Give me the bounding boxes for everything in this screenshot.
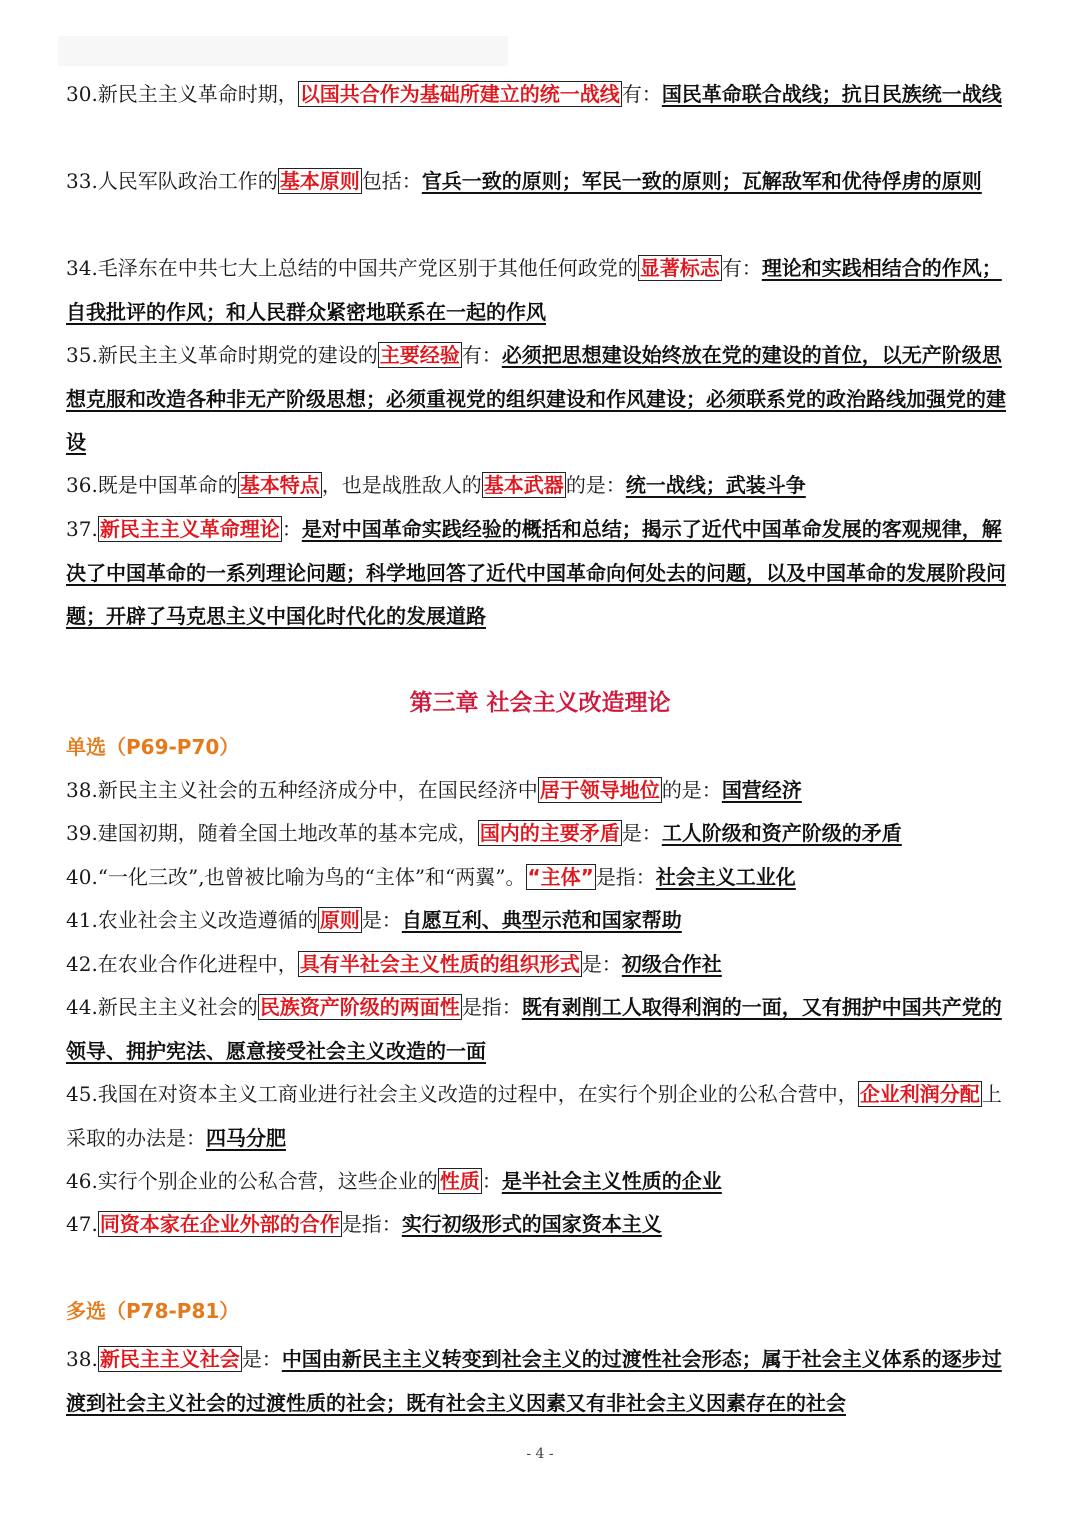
question-text: 是指： bbox=[461, 995, 522, 1019]
question-text: 是指： bbox=[595, 865, 656, 889]
question-text: 有： bbox=[621, 82, 662, 106]
question-text: 41.农业社会主义改造遵循的 bbox=[66, 908, 318, 932]
question-text: 47. bbox=[66, 1212, 98, 1236]
question-39 bbox=[66, 812, 1016, 856]
section-single-choice: 单选（P69-P70） bbox=[66, 735, 240, 759]
keyword-highlight: 原则 bbox=[319, 908, 360, 932]
answer-text: 中国由新民主主义转变到社会主义的过渡性社会形态；属于社会主义体系的逐步过渡到社会主义社会的过渡性质的社会；既有社会主义因素又有非社会主义因素存在的社会 bbox=[66, 1347, 1002, 1415]
question-text: 有： bbox=[461, 343, 502, 367]
answer-text: 实行初级形式的国家资本主义 bbox=[401, 1212, 662, 1236]
question-text: 36.既是中国革命的 bbox=[66, 473, 238, 497]
question-text: ： bbox=[481, 1169, 502, 1193]
answer-text: 社会主义工业化 bbox=[655, 865, 796, 889]
keyword-highlight: 主要经验 bbox=[379, 343, 460, 367]
keyword-highlight: 民族资产阶级的两面性 bbox=[259, 995, 460, 1019]
answer-text: 国营经济 bbox=[721, 778, 802, 802]
question-41 bbox=[66, 899, 1016, 943]
chapter-title: 第三章 社会主义改造理论 bbox=[409, 690, 671, 716]
answer-text: 自愿互利、典型示范和国家帮助 bbox=[401, 908, 682, 932]
keyword-highlight: “主体” bbox=[527, 865, 594, 889]
answer-text: 官兵一致的原则；军民一致的原则；瓦解敌军和优待俘虏的原则 bbox=[421, 169, 982, 193]
question-text: 34.毛泽东在中共七大上总结的中国共产党区别于其他任何政党的 bbox=[66, 256, 638, 280]
keyword-highlight: 基本原则 bbox=[279, 169, 360, 193]
question-text: 35.新民主主义革命时期党的建设的 bbox=[66, 343, 378, 367]
question-44 bbox=[66, 986, 1016, 1073]
question-text: 39.建国初期，随着全国土地改革的基本完成， bbox=[66, 821, 478, 845]
question-text: 44.新民主主义社会的 bbox=[66, 995, 258, 1019]
keyword-highlight: 基本特点 bbox=[239, 473, 320, 497]
question-text: 42.在农业合作化进程中， bbox=[66, 952, 298, 976]
keyword-highlight: 性质 bbox=[439, 1169, 480, 1193]
keyword-highlight: 企业利润分配 bbox=[859, 1082, 980, 1106]
section-multiple-choice: 多选（P78-P81） bbox=[66, 1299, 240, 1323]
question-text: 38. bbox=[66, 1347, 98, 1371]
keyword-highlight: 居于领导地位 bbox=[539, 778, 660, 802]
answer-text: 必须把思想建设始终放在党的建设的首位，以无产阶级思想克服和改造各种非无产阶级思想；必须重视党的组织建设和作风建设；必须联系党的政治路线加强党的建设 bbox=[66, 343, 1006, 454]
keyword-highlight: 基本武器 bbox=[483, 473, 564, 497]
keyword-highlight: 新民主主义革命理论 bbox=[99, 517, 280, 541]
question-text: 是： bbox=[241, 1347, 282, 1371]
question-text: 上采取的办法是： bbox=[66, 1082, 1002, 1150]
question-30 bbox=[66, 73, 1016, 117]
answer-text: 理论和实践相结合的作风；自我批评的作风；和人民群众紧密地联系在一起的作风 bbox=[66, 256, 1002, 324]
header-band bbox=[58, 36, 508, 66]
question-text: ： bbox=[281, 517, 302, 541]
question-40 bbox=[66, 856, 1016, 900]
question-text: 是： bbox=[361, 908, 402, 932]
question-38 bbox=[66, 769, 1016, 813]
question-text: 37. bbox=[66, 517, 98, 541]
keyword-highlight: 同资本家在企业外部的合作 bbox=[99, 1212, 340, 1236]
question-text: 有： bbox=[721, 256, 762, 280]
answer-text: 四马分肥 bbox=[206, 1125, 286, 1150]
page-number: - 4 - bbox=[526, 1446, 554, 1462]
answer-text: 工人阶级和资产阶级的矛盾 bbox=[661, 821, 902, 845]
question-text: 是： bbox=[621, 821, 662, 845]
question-46 bbox=[66, 1160, 1016, 1204]
question-38-multi bbox=[66, 1338, 1016, 1425]
question-42 bbox=[66, 943, 1016, 987]
answer-text: 既有剥削工人取得利润的一面，又有拥护中国共产党的领导、拥护宪法、愿意接受社会主义改造的一面 bbox=[66, 995, 1002, 1063]
question-text: 是指： bbox=[341, 1212, 402, 1236]
question-text: 33.人民军队政治工作的 bbox=[66, 169, 278, 193]
question-text: 40.“一化三改”,也曾被比喻为鸟的“主体”和“两翼”。 bbox=[66, 865, 526, 889]
answer-text: 是半社会主义性质的企业 bbox=[501, 1169, 722, 1193]
question-text: 的是： bbox=[565, 473, 626, 497]
keyword-highlight: 以国共合作为基础所建立的统一战线 bbox=[299, 82, 620, 106]
question-45 bbox=[66, 1073, 1016, 1160]
question-37 bbox=[66, 508, 1016, 639]
question-text: ，也是战胜敌人的 bbox=[321, 473, 482, 497]
keyword-highlight: 新民主主义社会 bbox=[99, 1347, 240, 1371]
question-34 bbox=[66, 247, 1016, 334]
question-33 bbox=[66, 160, 1016, 204]
answer-text: 国民革命联合战线；抗日民族统一战线 bbox=[661, 82, 1002, 106]
question-47 bbox=[66, 1203, 1016, 1247]
question-text: 是： bbox=[581, 952, 622, 976]
question-36 bbox=[66, 464, 1016, 508]
answer-text: 初级合作社 bbox=[621, 952, 722, 976]
answer-text: 是对中国革命实践经验的概括和总结；揭示了近代中国革命发展的客观规律，解决了中国革命的一系列理论问题；科学地回答了近代中国革命向何处去的问题，以及中国革命的发展阶段问题；开辟了马克思主义中国化时代化的发展道路 bbox=[66, 517, 1006, 628]
keyword-highlight: 显著标志 bbox=[639, 256, 720, 280]
question-text: 45.我国在对资本主义工商业进行社会主义改造的过程中，在实行个别企业的公私合营中， bbox=[66, 1082, 858, 1106]
question-text: 38.新民主主义社会的五种经济成分中，在国民经济中 bbox=[66, 778, 538, 802]
question-text: 46.实行个别企业的公私合营，这些企业的 bbox=[66, 1169, 438, 1193]
question-text: 的是： bbox=[661, 778, 722, 802]
keyword-highlight: 具有半社会主义性质的组织形式 bbox=[299, 952, 580, 976]
question-text: 包括： bbox=[361, 169, 422, 193]
question-35 bbox=[66, 334, 1016, 465]
keyword-highlight: 国内的主要矛盾 bbox=[479, 821, 620, 845]
answer-text: 统一战线；武装斗争 bbox=[625, 473, 806, 497]
question-text: 30.新民主主义革命时期， bbox=[66, 82, 298, 106]
